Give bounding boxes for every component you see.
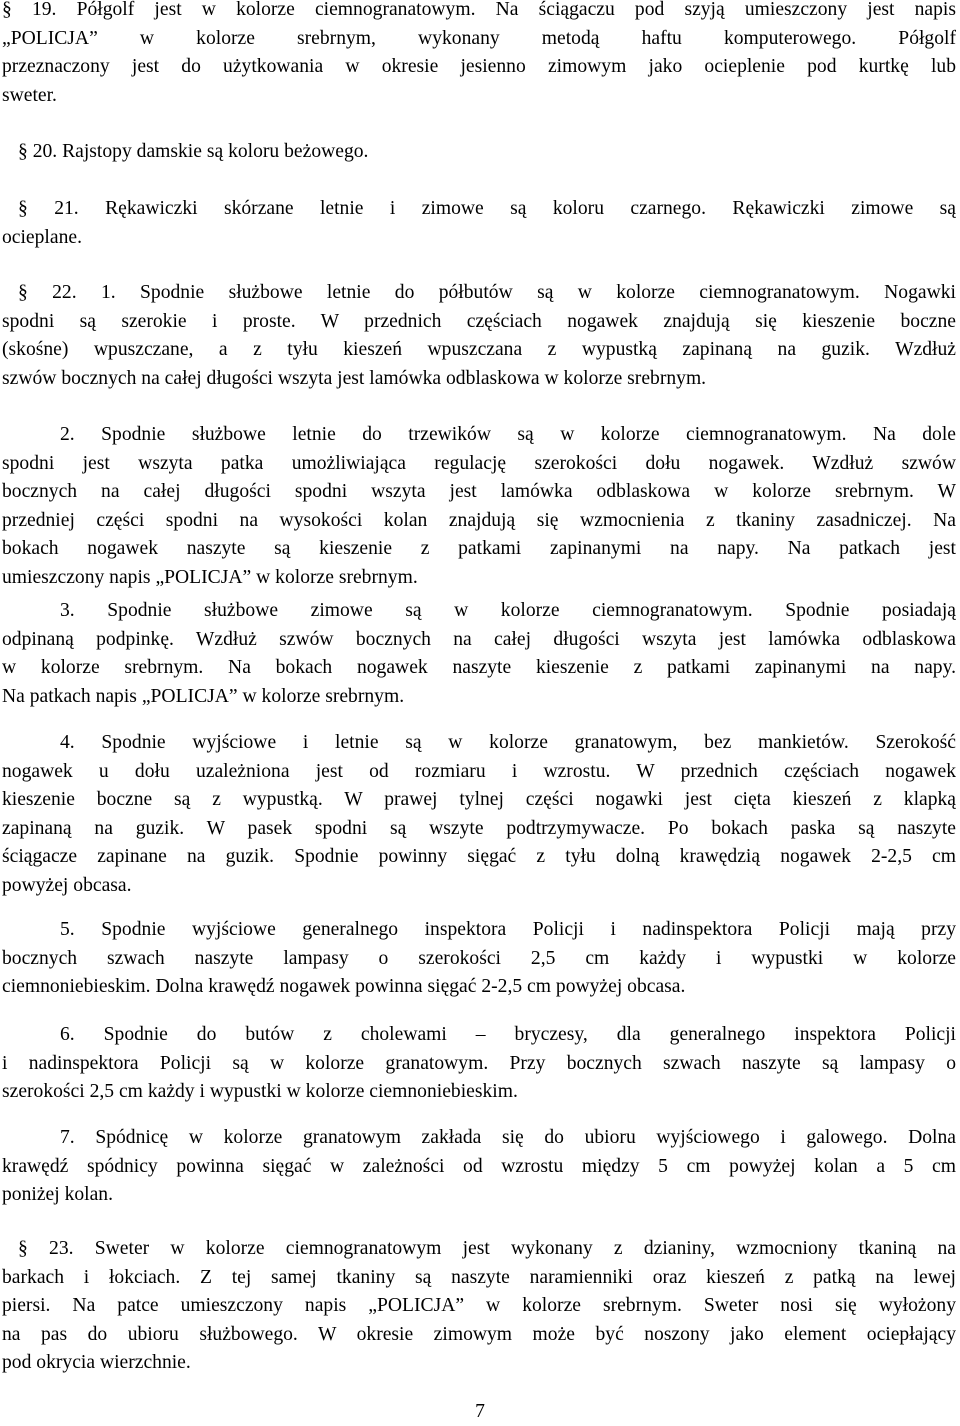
text-line: Na patkach napis „POLICJA” w kolorze srebrnym. xyxy=(2,685,405,707)
text-line: i nadinspektora Policji są w kolorze granatowym. Przy bocznych szwach naszyte są lampasy o xyxy=(2,1052,956,1074)
paragraph-19 xyxy=(2,0,956,110)
text-line: odpinaną podpinkę. Wzdłuż szwów bocznych na całej długości wszyta jest lamówka odblaskowa xyxy=(2,628,956,650)
text-line: 6. Spodnie do butów z cholewami – bryczesy, dla generalnego inspektora Policji xyxy=(60,1024,956,1045)
text-line: § 20. Rajstopy damskie są koloru beżowego. xyxy=(18,141,369,162)
text-line: pod okrycia wierzchnie. xyxy=(2,1352,191,1373)
text-line: szerokości 2,5 cm każdy i wypustki w kolorze ciemnoniebieskim. xyxy=(2,1081,518,1102)
paragraph-21 xyxy=(2,195,956,252)
paragraph-22-1 xyxy=(2,279,956,393)
paragraph-22-6 xyxy=(2,1021,956,1107)
text-line: na pas do ubioru służbowego. W okresie zimowym może być noszony jako element ociepłający xyxy=(2,1323,956,1345)
paragraph-23 xyxy=(2,1235,956,1378)
text-line: 3. Spodnie służbowe zimowe są w kolorze ciemnogranatowym. Spodnie posiadają xyxy=(60,600,956,621)
text-line: nogawek u dołu uzależniona jest od rozmiaru i wzrostu. W przednich częściach nogawek xyxy=(2,760,956,782)
text-line: bokach nogawek naszyte są kieszenie z patkami zapinanymi na napy. Na patkach jest xyxy=(2,538,956,559)
text-line: § 21. Rękawiczki skórzane letnie i zimowe są koloru czarnego. Rękawiczki zimowe są xyxy=(18,198,956,219)
text-line: § 19. Półgolf jest w kolorze ciemnogranatowym. Na ściągaczu pod szyją umieszczony jest napis xyxy=(2,0,956,20)
text-line: (skośne) wpuszczane, a z tyłu kieszeń wpuszczana z wypustką zapinaną na guzik. Wzdłuż xyxy=(2,339,956,360)
paragraph-22-5 xyxy=(2,916,956,1002)
text-line: powyżej obcasa. xyxy=(2,874,132,896)
text-line: przeznaczony jest do użytkowania w okresie jesienno zimowym jako ocieplenie pod kurtkę lub xyxy=(2,56,956,77)
text-line: 2. Spodnie służbowe letnie do trzewików są w kolorze ciemnogranatowym. Na dole xyxy=(60,424,956,445)
text-line: piersi. Na patce umieszczony napis „POLICJA” w kolorze srebrnym. Sweter nosi się wyłożony xyxy=(2,1295,956,1316)
text-line: przedniej części spodni na wysokości kolan znajdują się wzmocnienia z tkaniny zasadniczej. Na xyxy=(2,509,956,531)
text-line: ciemnoniebieskim. Dolna krawędź nogawek powinna sięgać 2-2,5 cm powyżej obcasa. xyxy=(2,976,686,997)
text-line: ściągacze zapinane na guzik. Spodnie powinny sięgać z tyłu dolną krawędzią nogawek 2-2,5 cm xyxy=(2,846,956,867)
text-line: zapinaną na guzik. W pasek spodni są wszyte podtrzymywacze. Po bokach paska są naszyte xyxy=(2,817,956,839)
text-line: § 22. 1. Spodnie służbowe letnie do półbutów są w kolorze ciemnogranatowym. Nogawki xyxy=(18,282,956,303)
text-line: w kolorze srebrnym. Na bokach nogawek naszyte kieszenie z patkami zapinanymi na napy. xyxy=(2,657,956,678)
text-line: krawędź spódnicy powinna sięgać w zależności od wzrostu między 5 cm powyżej kolan a 5 cm xyxy=(2,1155,956,1177)
text-line: „POLICJA” w kolorze srebrnym, wykonany metodą haftu komputerowego. Półgolf xyxy=(2,27,956,49)
text-line: barkach i łokciach. Z tej samej tkaniny są naszyte naramienniki oraz kieszeń z patką na lewej xyxy=(2,1266,956,1288)
text-line: spodni są szerokie i proste. W przednich częściach nogawek znajdują się kieszenie boczne xyxy=(2,310,956,332)
paragraph-22-4 xyxy=(2,729,956,900)
text-line: umieszczony napis „POLICJA” w kolorze srebrnym. xyxy=(2,566,418,588)
text-line: § 23. Sweter w kolorze ciemnogranatowym jest wykonany z dzianiny, wzmocniony tkaniną na xyxy=(18,1238,956,1259)
text-line: 7. Spódnicę w kolorze granatowym zakłada się do ubioru wyjściowego i galowego. Dolna xyxy=(60,1127,956,1148)
text-line: szwów bocznych na całej długości wszyta jest lamówka odblaskowa w kolorze srebrnym. xyxy=(2,367,707,389)
text-line: poniżej kolan. xyxy=(2,1184,113,1205)
paragraph-22-2 xyxy=(2,421,956,592)
paragraph-22-3 xyxy=(2,597,956,711)
text-line: 4. Spodnie wyjściowe i letnie są w kolorze granatowym, bez mankietów. Szerokość xyxy=(60,732,956,753)
paragraph-20 xyxy=(2,138,956,167)
text-line: spodni jest wszyta patka umożliwiająca regulację szerokości dołu nogawek. Wzdłuż szwów xyxy=(2,452,956,474)
paragraph-22-7 xyxy=(2,1124,956,1210)
text-line: ocieplane. xyxy=(2,226,82,248)
page-number: 7 xyxy=(475,1401,485,1422)
text-line: kieszenie boczne są z wypustką. W prawej tylnej części nogawki jest cięta kieszeń z klapką xyxy=(2,789,956,810)
text-line: sweter. xyxy=(2,84,57,106)
text-line: bocznych na całej długości spodni wszyta jest lamówka odblaskowa w kolorze srebrnym. W xyxy=(2,481,956,502)
text-line: 5. Spodnie wyjściowe generalnego inspektora Policji i nadinspektora Policji mają przy xyxy=(60,919,956,940)
text-line: bocznych szwach naszyte lampasy o szerokości 2,5 cm każdy i wypustki w kolorze xyxy=(2,947,956,969)
